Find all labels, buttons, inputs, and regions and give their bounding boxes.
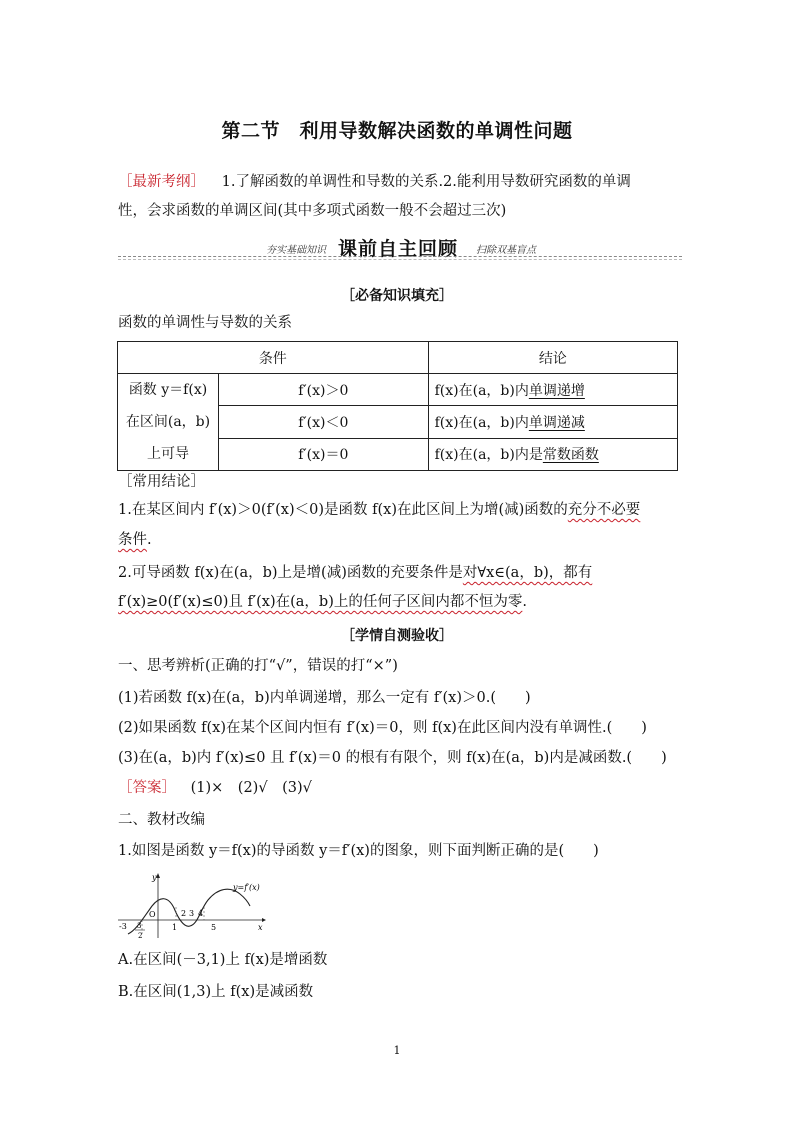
y-axis-arrow xyxy=(156,873,160,878)
conclusion-tag: ［常用结论］ xyxy=(118,474,205,490)
tick-label: 4 xyxy=(198,909,204,918)
conclusion-2-answer: 对∀x∈(a，b)，都有 xyxy=(462,565,593,581)
x-axis-arrow xyxy=(262,918,266,922)
result-prefix: f(x)在(a，b)内是 xyxy=(434,447,543,464)
tick-label: 2 xyxy=(181,909,187,918)
condition-line: 上可导 xyxy=(147,446,189,462)
question-2-stem: 1.如图是函数 y＝f(x)的导函数 y＝f′(x)的图象，则下面判断正确的是( ) xyxy=(118,843,599,859)
conclusion-1-text: 1.在某区间内 f′(x)＞0(f′(x)＜0)是函数 f(x)在此区间上为增(减)函数的 xyxy=(118,502,568,518)
condition-line: 在区间(a，b) xyxy=(125,414,211,430)
table-header-row xyxy=(118,342,678,374)
origin-label: O xyxy=(149,910,156,919)
result-prefix: f(x)在(a，b)内 xyxy=(434,382,529,399)
question-2-heading: 二、教材改编 xyxy=(118,812,205,828)
section-heading-knowledge: ［必备知识填充］ xyxy=(341,288,453,304)
result-answer: 单调递增 xyxy=(528,382,585,399)
section-banner xyxy=(118,234,682,262)
question-1-item: (2)如果函数 f(x)在某个区间内恒有 f′(x)＝0，则 f(x)在此区间内没有单调性.( ) xyxy=(118,720,647,736)
conclusion-1-period: . xyxy=(147,532,152,548)
result-answer: 单调递减 xyxy=(528,414,585,431)
outline-line-2: 性，会求函数的单调区间(其中多项式函数一般不会超过三次) xyxy=(118,203,507,219)
page-number: 1 xyxy=(393,1044,401,1057)
question-1-heading: 一、思考辨析(正确的打“√”，错误的打“×”) xyxy=(118,658,398,674)
table-condition-cell xyxy=(118,374,219,471)
answer-tag: ［答案］ xyxy=(118,780,176,796)
conclusion-1-answer: 充分不必要 xyxy=(567,502,641,518)
conclusion-2-period: . xyxy=(522,594,527,610)
table-cell-derivative: f′(x)＞0 xyxy=(219,374,429,406)
banner-left-text: 夯实基础知识 xyxy=(266,245,326,256)
tick-label: 1 xyxy=(172,923,178,932)
table-cell-result xyxy=(428,406,677,438)
conclusion-2-answer-cont: f′(x)≥0(f′(x)≤0)且 f′(x)在(a，b)上的任何子区间内都不恒为零 xyxy=(118,594,523,610)
table-cell-derivative: f′(x)＝0 xyxy=(219,438,429,470)
table-cell-result xyxy=(428,374,677,406)
option-a: A.在区间(－3,1)上 f(x)是增函数 xyxy=(118,952,328,968)
curve-label: y=f′(x) xyxy=(233,883,260,892)
tick-label: 5 xyxy=(211,923,217,932)
banner-title: 课前自主回顾 xyxy=(338,238,459,260)
question-1-item: (3)在(a，b)内 f′(x)≤0 且 f′(x)＝0 的根有有限个，则 f(x)在(a，b)内是减函数.( ) xyxy=(118,750,667,766)
table-title: 函数的单调性与导数的关系 xyxy=(118,315,292,331)
result-answer: 常数函数 xyxy=(542,447,599,464)
tick-label: 2 xyxy=(138,932,143,940)
table-header-conclusion: 结论 xyxy=(428,342,677,374)
outline-text-1: 1.了解函数的单调性和导数的关系.2.能利用导数研究函数的单调 xyxy=(221,174,631,190)
x-axis-label: x xyxy=(258,923,263,932)
table-cell-derivative: f′(x)＜0 xyxy=(219,406,429,438)
tick-label: -3 xyxy=(119,922,127,931)
answer-line xyxy=(118,778,312,798)
y-axis-label: y xyxy=(152,873,157,882)
conclusion-2-text: 2.可导函数 f(x)在(a，b)上是增(减)函数的充要条件是 xyxy=(118,565,463,581)
conclusion-1-answer-cont: 条件 xyxy=(118,532,147,548)
banner-rule-2 xyxy=(118,259,682,260)
banner-rule xyxy=(118,256,682,257)
result-prefix: f(x)在(a，b)内 xyxy=(434,414,529,431)
condition-line: 函数 y＝f(x) xyxy=(128,382,208,398)
conclusion-1-line-2 xyxy=(118,530,152,550)
page-title: 第二节 利用导数解决函数的单调性问题 xyxy=(221,120,573,142)
conclusion-2-line-2 xyxy=(118,592,527,612)
table-cell-result xyxy=(428,438,677,470)
relation-table xyxy=(117,341,678,471)
conclusion-1-line-1 xyxy=(118,500,640,520)
table-header-condition: 条件 xyxy=(118,342,429,374)
conclusion-2-line-1 xyxy=(118,563,592,583)
answer-text: (1)× (2)√ (3)√ xyxy=(190,780,312,796)
question-1-item: (1)若函数 f(x)在(a，b)内单调递增，那么一定有 f′(x)＞0.( ) xyxy=(118,690,531,706)
tick-label: 3 xyxy=(189,909,195,918)
derivative-graph-figure xyxy=(118,870,268,940)
table-row xyxy=(118,374,678,406)
tick-label: 3 xyxy=(137,922,142,930)
outline-tag: ［最新考纲］ xyxy=(118,174,205,190)
banner-right-text: 扫除双基盲点 xyxy=(476,245,536,256)
section-heading-selftest: ［学情自测验收］ xyxy=(341,628,453,644)
outline-line-1 xyxy=(118,172,631,192)
option-b: B.在区间(1,3)上 f(x)是减函数 xyxy=(118,984,314,1000)
